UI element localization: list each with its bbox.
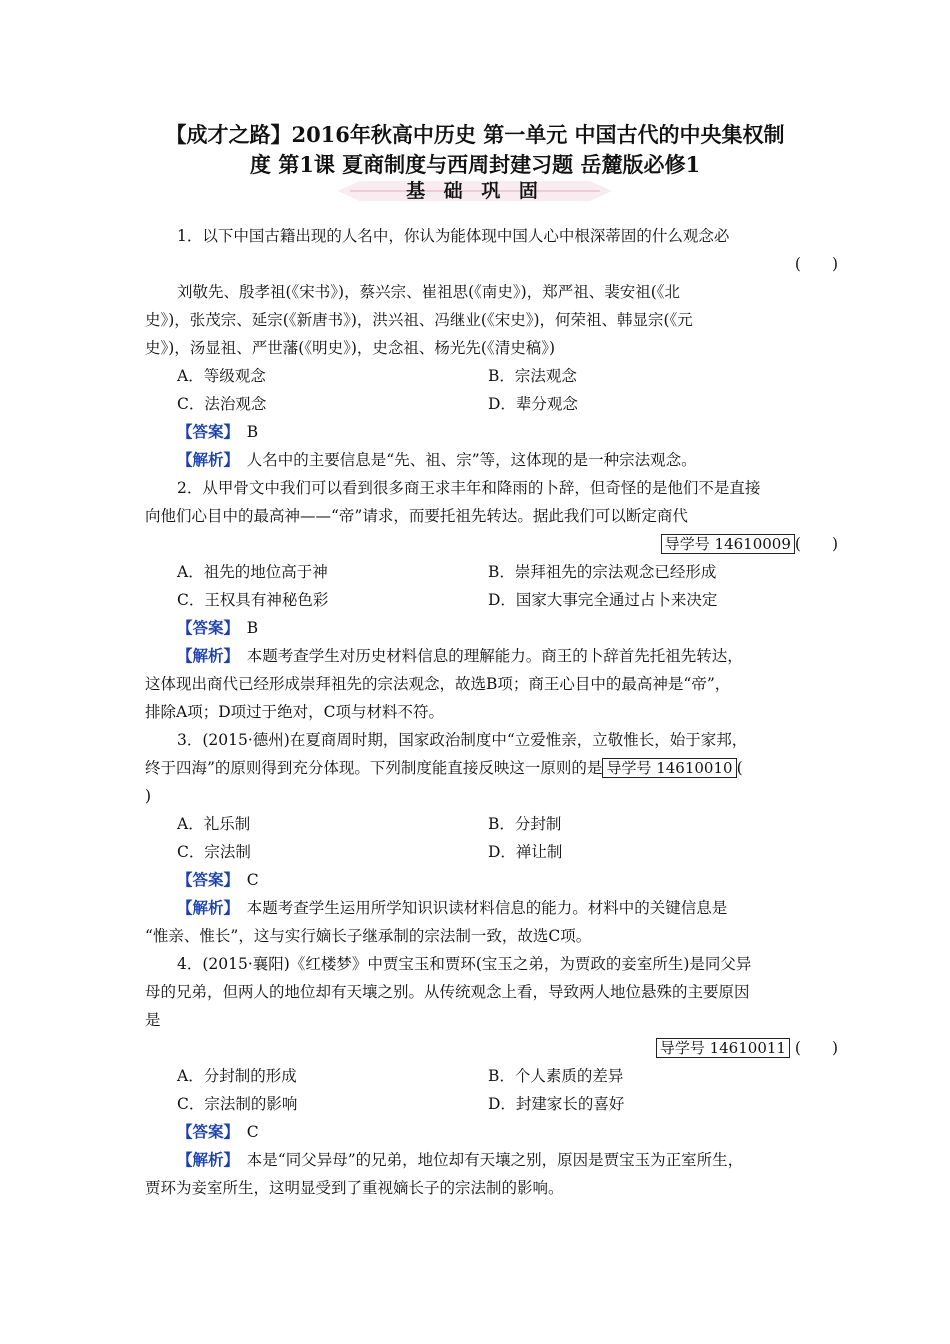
analysis-label: 【解析】 (177, 450, 232, 469)
analysis-label: 【解析】 (177, 1150, 232, 1169)
q1-option-b: B．宗法观念 (488, 367, 577, 385)
q1-bracket: ( ) (794, 255, 838, 273)
q3-option-c: C．宗法制 (177, 843, 251, 861)
q4-stem-line-2: 母的兄弟，但两人的地位却有天壤之别。从传统观念上看，导致两人地位悬殊的主要原因 (145, 983, 750, 1001)
q2-option-b: B．崇拜祖先的宗法观念已经形成 (488, 563, 717, 581)
q4-option-d: D．封建家长的喜好 (488, 1095, 625, 1113)
answer-label: 【答案】 (177, 422, 232, 441)
q4-guide-code: 导学号 14610011 (656, 1038, 790, 1058)
q3-option-b: B．分封制 (488, 815, 562, 833)
answer-label: 【答案】 (177, 870, 232, 889)
analysis-label: 【解析】 (177, 646, 232, 665)
q3-bracket-open: ( (736, 759, 743, 777)
q1-answer: B (246, 423, 259, 441)
q2-answer: B (246, 619, 259, 637)
q2-answer-row (177, 618, 867, 638)
q2-option-a: A．祖先的地位高于神 (177, 563, 328, 581)
analysis-label: 【解析】 (177, 898, 232, 917)
q4-analysis-row (177, 1150, 867, 1170)
q3-answer: C (246, 871, 259, 889)
q1-analysis-row (177, 450, 867, 470)
q2-code-row (661, 534, 838, 554)
q2-guide-code: 导学号 14610009 (661, 534, 795, 554)
document-title-line-1: 【成才之路】2016年秋高中历史 第一单元 中国古代的中央集权制 (165, 122, 785, 147)
q3-option-a: A．礼乐制 (177, 815, 251, 833)
q1-option-a: A．等级观念 (177, 367, 266, 385)
document-title-line-2: 度 第1课 夏商制度与西周封建习题 岳麓版必修1 (249, 152, 701, 177)
q1-stem: 1．以下中国古籍出现的人名中，你认为能体现中国人心中根深蒂固的什么观念必 (177, 227, 730, 245)
q3-stem-line-2: 终于四海”的原则得到充分体现。下列制度能直接反映这一原则的是 (145, 759, 603, 777)
q4-stem-line-3: 是 (145, 1011, 161, 1029)
q2-bracket: ( ) (794, 535, 838, 553)
q4-answer: C (246, 1123, 259, 1141)
q1-material-line-1: 刘敬先、殷孝祖(《宋书》)，蔡兴宗、崔祖思(《南史》)，郑严祖、裴安祖(《北 (177, 283, 680, 301)
q2-analysis-line-2: 这体现出商代已经形成崇拜祖先的宗法观念，故选B项；商王心目中的最高神是“帝”， (145, 675, 731, 693)
q2-stem-line-1: 2．从甲骨文中我们可以看到很多商王求丰年和降雨的卜辞，但奇怪的是他们不是直接 (177, 479, 761, 497)
q1-material-line-3: 史》)，汤显祖、严世藩(《明史》)，史念祖、杨光先(《清史稿》) (145, 339, 555, 357)
q3-guide-code: 导学号 14610010 (602, 758, 736, 778)
q4-analysis-line-2: 贾环为妾室所生，这明显受到了重视嫡长子的宗法制的影响。 (145, 1179, 564, 1197)
q3-analysis-line-1: 本题考查学生运用所学知识识读材料信息的能力。材料中的关键信息是 (246, 899, 728, 917)
q2-analysis-row (177, 646, 867, 666)
q3-option-d: D．禅让制 (488, 843, 563, 861)
q1-analysis: 人名中的主要信息是“先、祖、宗”等，这体现的是一种宗法观念。 (246, 451, 697, 469)
section-heading (330, 175, 620, 209)
q4-code-row (656, 1038, 838, 1058)
q3-bracket-close: ) (145, 787, 152, 805)
q4-answer-row (177, 1122, 867, 1142)
q2-analysis-line-3: 排除A项；D项过于绝对，C项与材料不符。 (145, 703, 444, 721)
q4-option-a: A．分封制的形成 (177, 1067, 297, 1085)
q1-option-c: C．法治观念 (177, 395, 267, 413)
q2-option-d: D．国家大事完全通过占卜来决定 (488, 591, 718, 609)
q3-answer-row (177, 870, 867, 890)
answer-label: 【答案】 (177, 618, 232, 637)
answer-label: 【答案】 (177, 1122, 232, 1141)
q3-analysis-line-2: “惟亲、惟长”，这与实行嫡长子继承制的宗法制一致，故选C项。 (145, 927, 592, 945)
q1-answer-row (177, 422, 867, 442)
q1-material-line-2: 史》)，张茂宗、延宗(《新唐书》)，洪兴祖、冯继业(《宋史》)，何荣祖、韩显宗(《元 (145, 311, 693, 329)
q3-analysis-row (177, 898, 867, 918)
q3-stem-line-1: 3．(2015·德州)在夏商周时期，国家政治制度中“立爱惟亲，立敬惟长，始于家邦， (177, 731, 748, 749)
q4-analysis-line-1: 本是“同父异母”的兄弟，地位却有天壤之别，原因是贾宝玉为正室所生， (246, 1151, 744, 1169)
q4-option-c: C．宗法制的影响 (177, 1095, 298, 1113)
q4-stem-line-1: 4．(2015·襄阳)《红楼梦》中贾宝玉和贾环(宝玉之弟，为贾政的妾室所生)是同父异 (177, 955, 752, 973)
q4-option-b: B．个人素质的差异 (488, 1067, 624, 1085)
q2-option-c: C．王权具有神秘色彩 (177, 591, 329, 609)
q2-analysis-line-1: 本题考查学生对历史材料信息的理解能力。商王的卜辞首先托祖先转达， (246, 647, 743, 665)
section-title: 基 础 巩 固 (406, 180, 544, 202)
q2-stem-line-2: 向他们心目中的最高神——“帝”请求，而要托祖先转达。据此我们可以断定商代 (145, 507, 688, 525)
q1-option-d: D．辈分观念 (488, 395, 578, 413)
q4-bracket: ( ) (794, 1039, 838, 1057)
q3-stem-line-2-row (145, 758, 835, 778)
